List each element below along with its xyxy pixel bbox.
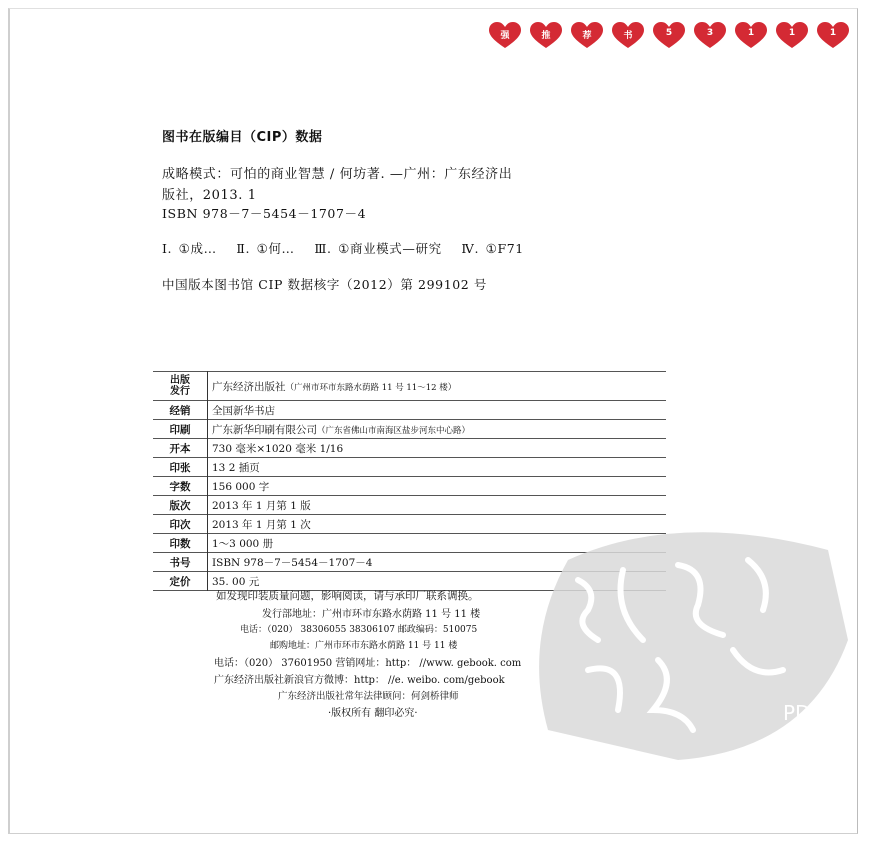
publication-note: （广东省佛山市南海区盐步河东中心路） <box>317 425 471 436</box>
heart-label: 书 <box>623 31 633 41</box>
footer-legal-counsel: 广东经济出版社常年法律顾问：何剑桥律师 <box>278 691 459 702</box>
publication-value: 730 毫米×1020 毫米 1/16 <box>212 442 344 455</box>
recommend-hearts <box>488 22 850 49</box>
publication-value: ISBN 978－7－5454－1707－4 <box>212 556 373 569</box>
heart-label: 1 <box>788 28 796 38</box>
publication-label: 经销 <box>153 401 208 420</box>
publication-value: 2013 年 1 月第 1 版 <box>212 499 311 512</box>
publication-label: 定价 <box>153 572 208 591</box>
heart-label: 荐 <box>582 31 592 41</box>
footer-mail-address: 邮购地址：广州市环市东路水荫路 11 号 11 楼 <box>270 641 458 651</box>
publication-label: 出版 发行 <box>153 372 208 401</box>
publication-value-cell <box>208 401 667 420</box>
publication-value: 2013 年 1 月第 1 次 <box>212 518 311 531</box>
watermark-text: PDG <box>783 701 826 725</box>
heart-label: 强 <box>500 31 510 41</box>
cip-classification: Ⅰ. ①成… Ⅱ. ①何… Ⅲ. ①商业模式—研究 Ⅳ. ①F71 <box>162 241 524 256</box>
heart-label: 1 <box>829 28 837 38</box>
footer-copyright: ·版权所有 翻印必究· <box>328 708 418 719</box>
footer-quality-notice: 如发现印装质量问题，影响阅读，请与承印厂联系调换。 <box>216 590 479 602</box>
heart-badge <box>816 22 850 49</box>
publication-value-cell <box>208 458 667 477</box>
heart-badge <box>570 22 604 49</box>
cip-isbn: ISBN 978－7－5454－1707－4 <box>162 206 367 221</box>
heart-badge <box>488 22 522 49</box>
footer-phone-2: 电话：（020） 37601950 营销网址：http： //www. gebook. com <box>214 658 522 669</box>
heart-label: 5 <box>665 28 673 38</box>
publication-value-cell <box>208 496 667 515</box>
publication-value: 1～3 000 册 <box>212 537 274 550</box>
heart-badge <box>734 22 768 49</box>
publication-value-cell <box>208 372 667 401</box>
publication-row <box>153 477 666 496</box>
heart-badge <box>693 22 727 49</box>
publication-row <box>153 496 666 515</box>
heart-label: 3 <box>706 28 714 38</box>
publication-value: 广东新华印刷有限公司 <box>212 423 317 436</box>
publication-value-cell <box>208 439 667 458</box>
cip-line-1: 成略模式：可怕的商业智慧 / 何坊著. —广州：广东经济出 <box>162 167 513 182</box>
publication-label: 开本 <box>153 439 208 458</box>
heart-badge <box>652 22 686 49</box>
heart-badge <box>775 22 809 49</box>
publication-row <box>153 420 666 439</box>
publication-label: 印张 <box>153 458 208 477</box>
publication-row <box>153 372 666 401</box>
publication-value: 35. 00 元 <box>212 575 260 588</box>
cip-line-2: 版社，2013. 1 <box>162 188 257 203</box>
heart-badge <box>611 22 645 49</box>
publication-label: 字数 <box>153 477 208 496</box>
cip-title: 图书在版编目（CIP）数据 <box>162 130 323 145</box>
publication-label: 印次 <box>153 515 208 534</box>
publication-row <box>153 458 666 477</box>
publication-value: 广东经济出版社 <box>212 380 286 393</box>
publication-value-cell <box>208 420 667 439</box>
publication-value: 156 000 字 <box>212 480 270 493</box>
footer-dept-address: 发行部地址：广州市环市东路水荫路 11 号 11 楼 <box>262 609 481 620</box>
publication-value: 全国新华书店 <box>212 404 275 417</box>
publication-note: （广州市环市东路水荫路 11 号 11～12 楼） <box>285 382 457 393</box>
heart-badge <box>529 22 563 49</box>
publication-label: 印数 <box>153 534 208 553</box>
cip-check-number: 中国版本图书馆 CIP 数据核字（2012）第 299102 号 <box>162 277 488 292</box>
publication-label: 书号 <box>153 553 208 572</box>
pdg-watermark-seal <box>528 520 858 770</box>
heart-label: 推 <box>541 31 551 41</box>
publication-label: 印刷 <box>153 420 208 439</box>
publication-label: 版次 <box>153 496 208 515</box>
publication-row <box>153 401 666 420</box>
publication-row <box>153 439 666 458</box>
footer-phone-1: 电话：（020） 38306055 38306107 邮政编码：510075 <box>240 625 478 635</box>
publication-value: 13 2 插页 <box>212 461 260 474</box>
footer-weibo: 广东经济出版社新浪官方微博：http： //e. weibo. com/gebook <box>214 675 505 686</box>
heart-label: 1 <box>747 28 755 38</box>
publication-value-cell <box>208 477 667 496</box>
